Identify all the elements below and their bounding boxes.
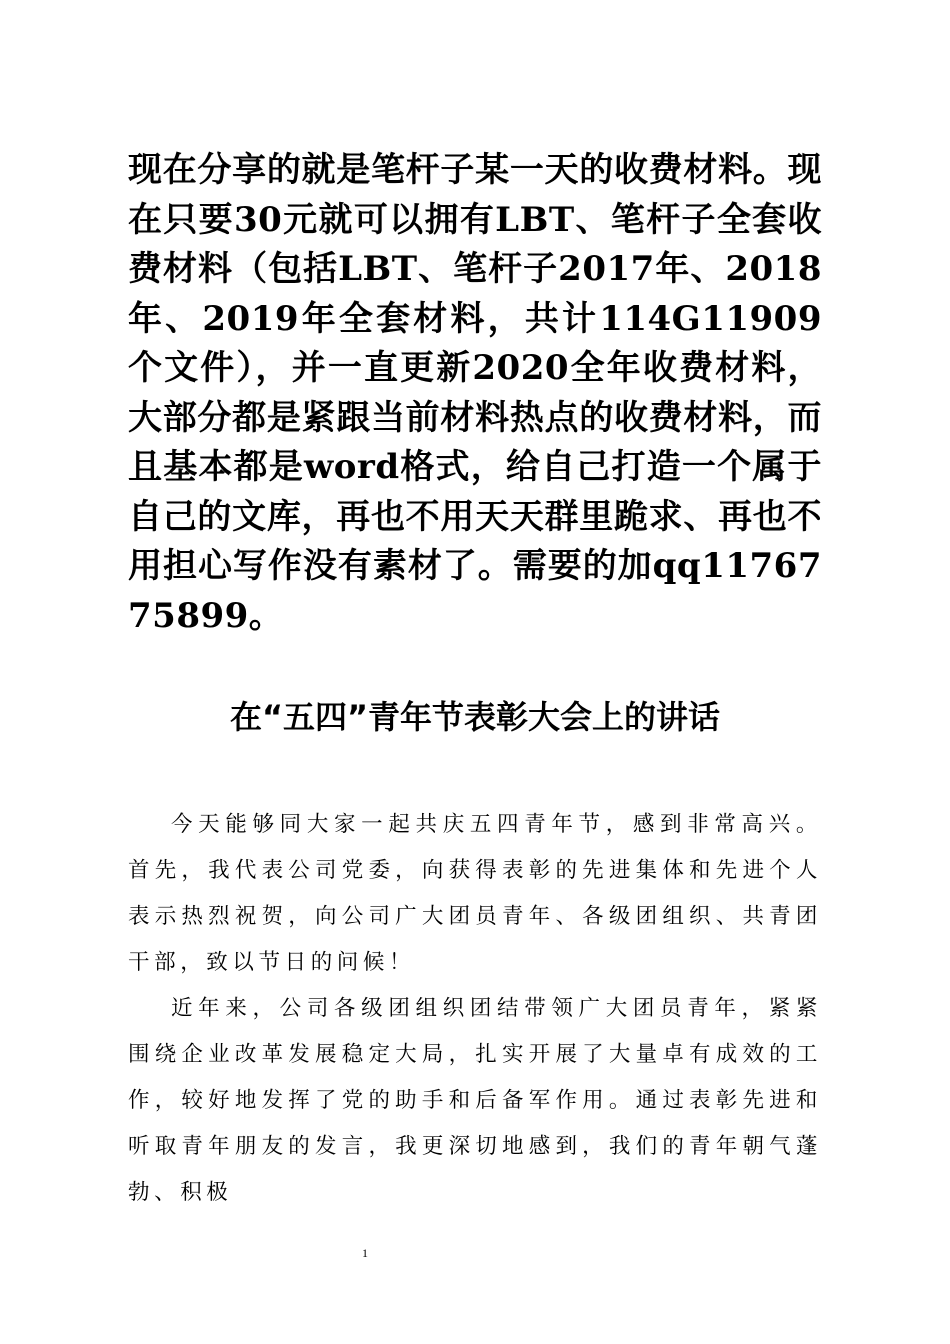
- page-number: 1: [362, 1246, 368, 1260]
- promo-paragraph: 现在分享的就是笔杆子某一天的收费材料。现在只要30元就可以拥有LBT、笔杆子全套收费材料（包括LBT、笔杆子2017年、2018年、2019年全套材料，共计114G11909个文件），并一直更新2020全年收费材料，大部分都是紧跟当前材料热点的收费材料，而且基本都是word格式，给自己打造一个属于自己的文库，再也不用天天群里跪求、再也不用担心写作没有素材了。需要的加qq1176775899。: [128, 150, 822, 636]
- article-body: [128, 802, 822, 1216]
- body-paragraph-1: 今天能够同大家一起共庆五四青年节，感到非常高兴。首先，我代表公司党委，向获得表彰的先进集体和先进个人表示热烈祝贺，向公司广大团员青年、各级团组织、共青团干部，致以节日的问候！: [128, 812, 822, 975]
- body-paragraph-2: 近年来，公司各级团组织团结带领广大团员青年，紧紧围绕企业改革发展稳定大局，扎实开展了大量卓有成效的工作，较好地发挥了党的助手和后备军作用。通过表彰先进和听取青年朋友的发言，我更深切地感到，我们的青年朝气蓬勃、积极: [128, 996, 822, 1205]
- article-title: 在“五四”青年节表彰大会上的讲话: [229, 698, 721, 736]
